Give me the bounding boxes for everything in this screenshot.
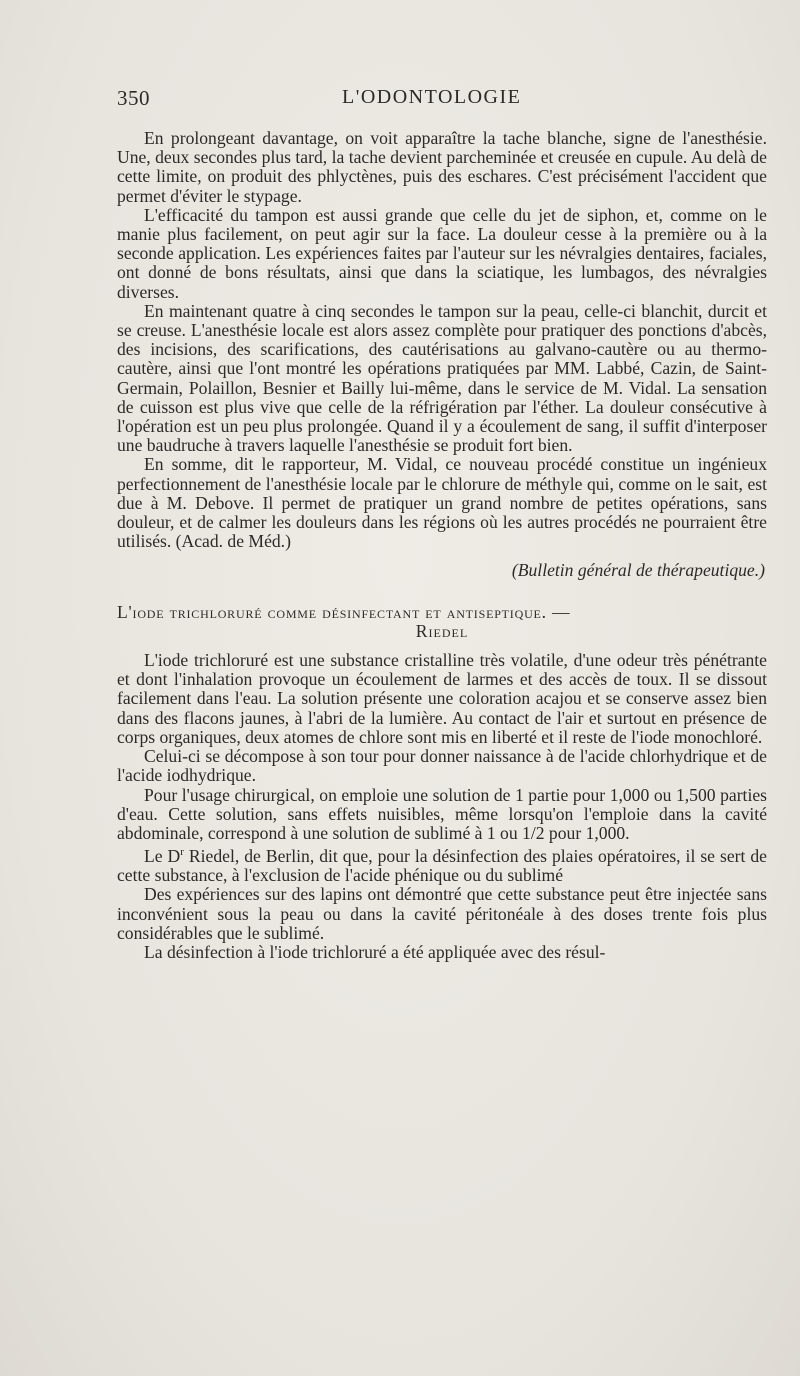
paragraph: En maintenant quatre à cinq secondes le tampon sur la peau, celle-ci blanchit, durcit et se creuse. L'anesthésie locale est alors assez complète pour pratiquer des ponctions d'abcès, des incisions, des scarifications, des cautérisations au galvano-cautère ou au thermo-cautère, ainsi que l'ont montré les opérations pratiquées par MM. Labbé, Cazin, de Saint-Germain, Polaillon, Besnier et Bailly lui-même, dans le service de M. Vidal. La sensation de cuisson est plus vive que celle de la réfrigération par l'éther. La douleur consécutive à l'opération est un peu plus prolongée. Quand il y a écoulement de sang, il suffit d'interposer une baudruche à travers laquelle l'anesthésie se produit fort bien. [117, 300, 767, 456]
paragraph: La désinfection à l'iode trichloruré a été appliquée avec des résul- [144, 941, 606, 962]
paragraph: En prolongeant davantage, on voit apparaître la tache blanche, signe de l'anesthésie. Une, deux secondes plus tard, la tache devient parcheminée et creusée en cupule. Au delà de cette limite, on produit des phlyctènes, puis des eschares. C'est précisément l'accident que permet d'éviter le stypage. [117, 128, 767, 206]
paragraph-rest: Riedel, de Berlin, dit que, pour la désinfection des plaies opératoires, il se sert de cette substance, à l'exclusion de l'acide phénique ou du sublimé [117, 845, 767, 886]
paragraph [117, 843, 767, 885]
paragraph: Pour l'usage chirurgical, on emploie une solution de 1 partie pour 1,000 ou 1,500 parties d'eau. Cette solution, sans effets nuisibles, même lorsqu'on l'emploie dans la cavité abdominale, correspond à une solution de sublimé à 1 ou 1/2 pour 1,000. [117, 784, 767, 843]
paragraph: En somme, dit le rapporteur, M. Vidal, ce nouveau procédé constitue un ingénieux perfectionnement de l'anesthésie locale par le chlorure de méthyle qui, comme on le sait, est due à M. Debove. Il permet de pratiquer un grand nombre de petites opérations, sans douleur, et de calmer les douleurs dans les régions où les autres procédés ne pourraient être utilisés. (Acad. de Méd.) [117, 454, 767, 552]
running-head: L'ODONTOLOGIE [342, 86, 522, 108]
paragraph: Des expériences sur des lapins ont démontré que cette substance peut être injectée sans inconvénient sous la peau ou dans la cavité péritonéale à des doses trente fois plus considérables que le sublimé. [117, 884, 767, 943]
paragraph: Celui-ci se décompose à son tour pour donner naissance à de l'acide chlorhydrique et de l'acide iodhydrique. [117, 746, 767, 786]
superscript: r [180, 846, 184, 859]
page-header [117, 86, 767, 110]
source-citation: (Bulletin général de thérapeutique.) [511, 560, 765, 581]
page-number: 350 [117, 86, 150, 110]
paragraph-prefix: Le D [144, 845, 181, 866]
section-author: Riedel [415, 620, 469, 641]
paragraph: L'efficacité du tampon est aussi grande que celle du jet de siphon, et, comme on le manie plus facilement, on peut agir sur la face. La douleur cesse à la première ou à la seconde application. Les expériences faites par l'auteur sur les névralgies dentaires, faciales, ont donné de bons résultats, ainsi que dans la sciatique, les lumbagos, des névralgies diverses. [117, 204, 767, 302]
paragraph: L'iode trichloruré est une substance cristalline très volatile, d'une odeur très pénétrante et dont l'inhalation provoque un écoulement de larmes et des accès de toux. Il se dissout facilement dans l'eau. La solution présente une coloration acajou et se conserve assez bien dans des flacons jaunes, à l'abri de la lumière. Au contact de l'air et surtout en présence de corps organiques, deux atomes de chlore sont mis en liberté et il reste de l'iode monochloré. [117, 650, 767, 747]
body-text [117, 129, 767, 962]
section-title: L'iode trichloruré comme désinfectant et antiseptique. — [117, 601, 571, 622]
